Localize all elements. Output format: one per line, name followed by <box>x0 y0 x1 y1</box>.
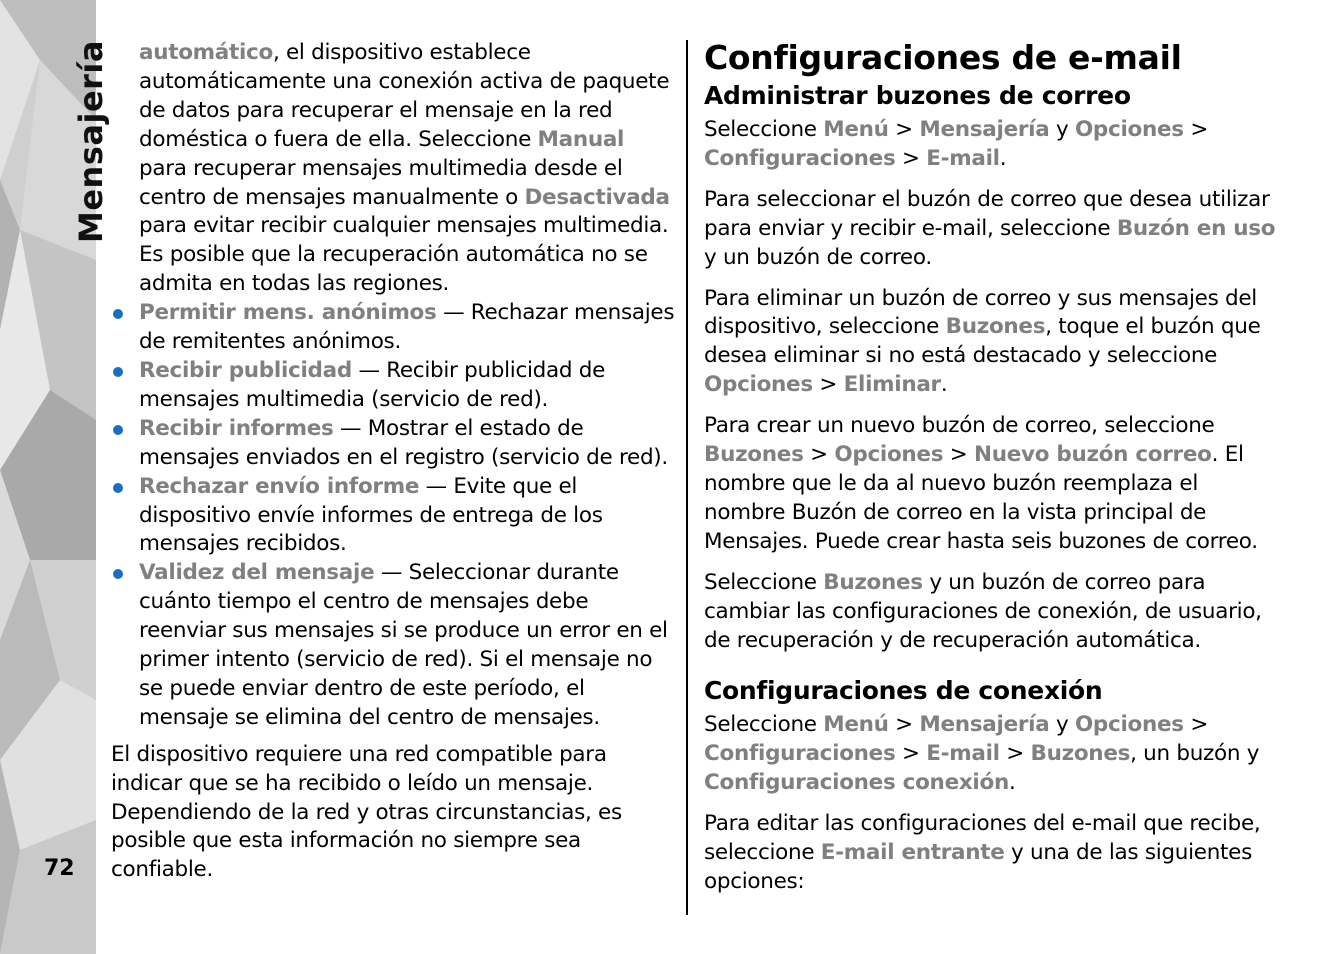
text: , toque el buzón que desea eliminar si no está destacado y seleccione <box>704 314 1261 369</box>
option-name: Recibir informes <box>139 415 334 441</box>
menu-path-item: Mensajería <box>919 712 1050 738</box>
menu-path-item: Buzones <box>704 442 804 468</box>
text: . <box>940 372 948 398</box>
bullet-icon <box>113 309 123 319</box>
intro-text: para recuperar mensajes multimedia desde el centro de mensajes manualmente o <box>139 155 623 210</box>
paragraph <box>704 186 1284 273</box>
paragraph <box>704 569 1284 656</box>
bullet-icon <box>113 425 123 435</box>
paragraph <box>704 116 1284 174</box>
menu-path-item: Opciones <box>704 372 813 398</box>
paragraph <box>704 810 1284 897</box>
bullet-icon <box>113 569 123 579</box>
menu-path-item: E-mail <box>926 145 1000 171</box>
menu-path-item: Nuevo buzón correo <box>974 442 1212 468</box>
menu-path-item: Opciones <box>1074 712 1184 738</box>
option-description: — Seleccionar durante cuánto tiempo el centro de mensajes debe reenviar sus mensajes si se produce un error en el primer intento (servicio de red). Si el mensaje no se puede enviar dentro de este período, el mensaje se elimina del centro de mensajes. <box>139 560 668 730</box>
path-separator: > <box>812 372 844 398</box>
intro-text: , el dispositivo establece automáticamente una conexión activa de paquete de datos para recuperar el mensaje en la red doméstica o fuera de ella. Seleccione <box>139 40 670 152</box>
path-separator: > <box>888 117 920 142</box>
menu-path-item: Menú <box>823 117 889 142</box>
list-item <box>111 473 676 560</box>
option-description: — Recibir publicidad de mensajes multimedia (servicio de red). <box>139 357 606 412</box>
menu-path-item: E-mail entrante <box>820 840 1005 866</box>
text: Para eliminar un buzón de correo y sus mensajes del dispositivo, seleccione <box>704 285 1257 340</box>
right-column <box>704 38 1284 909</box>
text: . El nombre que le da al nuevo buzón reemplaza el nombre Buzón de correo en la vista principal de Mensajes. Puede crear hasta seis buzones de correo. <box>704 442 1258 554</box>
bullet-icon <box>113 367 123 377</box>
path-separator: > <box>895 741 927 767</box>
options-list <box>111 299 676 733</box>
text: y una de las siguientes opciones: <box>704 840 1252 894</box>
option-description: — Evite que el dispositivo envíe informes de entrega de los mensajes recibidos. <box>139 473 603 557</box>
list-item <box>111 415 676 473</box>
path-separator: > <box>943 442 975 468</box>
paragraph <box>704 285 1284 401</box>
paragraph <box>704 412 1284 557</box>
option-name: Recibir publicidad <box>139 357 352 383</box>
intro-paragraph <box>111 39 676 299</box>
path-separator: > <box>895 145 927 171</box>
section-title: Mensajería <box>72 40 110 243</box>
menu-path-item: Buzón en uso <box>1116 215 1276 241</box>
option-description: — Rechazar mensajes de remitentes anónimos. <box>139 300 675 355</box>
text: y un buzón de correo. <box>704 244 932 270</box>
path-separator: > <box>803 442 835 468</box>
path-separator: > <box>1183 712 1209 738</box>
menu-path-item: Configuraciones <box>704 741 896 767</box>
left-column <box>111 39 676 885</box>
path-separator: > <box>999 741 1031 767</box>
option-manual: Manual <box>537 126 625 152</box>
menu-path-item: Mensajería <box>919 117 1050 142</box>
list-item <box>111 299 676 357</box>
menu-path-item: Opciones <box>1074 117 1184 142</box>
text: Para editar las configuraciones del e-mail que recibe, seleccione <box>704 811 1261 866</box>
option-name: Rechazar envío informe <box>139 473 420 499</box>
section-heading-connection: Configuraciones de conexión <box>704 676 1103 706</box>
list-item <box>111 559 676 732</box>
option-name: Permitir mens. anónimos <box>139 300 437 326</box>
page-number: 72 <box>44 856 75 881</box>
text: y un buzón de correo para cambiar las configuraciones de conexión, de usuario, de recuperación y de recuperación automática. <box>704 569 1262 653</box>
column-divider <box>686 40 688 915</box>
menu-path-item: Configuraciones conexión <box>704 770 1009 796</box>
text: y <box>1049 712 1075 738</box>
option-automatico: automático <box>139 40 273 65</box>
text: . <box>999 145 1007 171</box>
menu-path-item: Eliminar <box>843 372 941 398</box>
bullet-icon <box>113 483 123 493</box>
section-heading-mailboxes: Administrar buzones de correo <box>704 81 1131 110</box>
text: Para seleccionar el buzón de correo que desea utilizar para enviar y recibir e-mail, seleccione <box>704 186 1270 241</box>
path-separator: > <box>888 712 920 738</box>
option-description: — Mostrar el estado de mensajes enviados en el registro (servicio de red). <box>139 415 668 470</box>
intro-text: para evitar recibir cualquier mensajes multimedia. Es posible que la recuperación automática no se admita en todas las regiones. <box>139 213 669 297</box>
menu-path-item: E-mail <box>926 741 1000 767</box>
menu-path-item: Opciones <box>834 442 944 468</box>
text: , un buzón y <box>1130 741 1260 767</box>
text: Seleccione <box>704 117 824 142</box>
menu-path-item: Configuraciones <box>704 145 896 171</box>
path-separator: > <box>1183 117 1209 142</box>
option-desactivada: Desactivada <box>524 184 670 210</box>
option-name: Validez del mensaje <box>139 560 375 586</box>
closing-paragraph: El dispositivo requiere una red compatible para indicar que se ha recibido o leído un mensaje. Dependiendo de la red y otras circunstancias, es posible que esta información no siempre sea confiable. <box>111 741 622 883</box>
page-title: Configuraciones de e-mail <box>704 38 1182 77</box>
list-item <box>111 357 676 415</box>
menu-path-item: Buzones <box>823 569 923 595</box>
text: . <box>1008 770 1016 796</box>
text: y <box>1049 117 1075 142</box>
menu-path-item: Buzones <box>945 314 1046 340</box>
text: Para crear un nuevo buzón de correo, seleccione <box>704 413 1215 439</box>
text: Seleccione <box>704 569 824 595</box>
paragraph <box>704 711 1284 798</box>
menu-path-item: Menú <box>823 712 889 738</box>
menu-path-item: Buzones <box>1030 741 1131 767</box>
text: Seleccione <box>704 712 824 738</box>
sidebar <box>0 0 110 954</box>
